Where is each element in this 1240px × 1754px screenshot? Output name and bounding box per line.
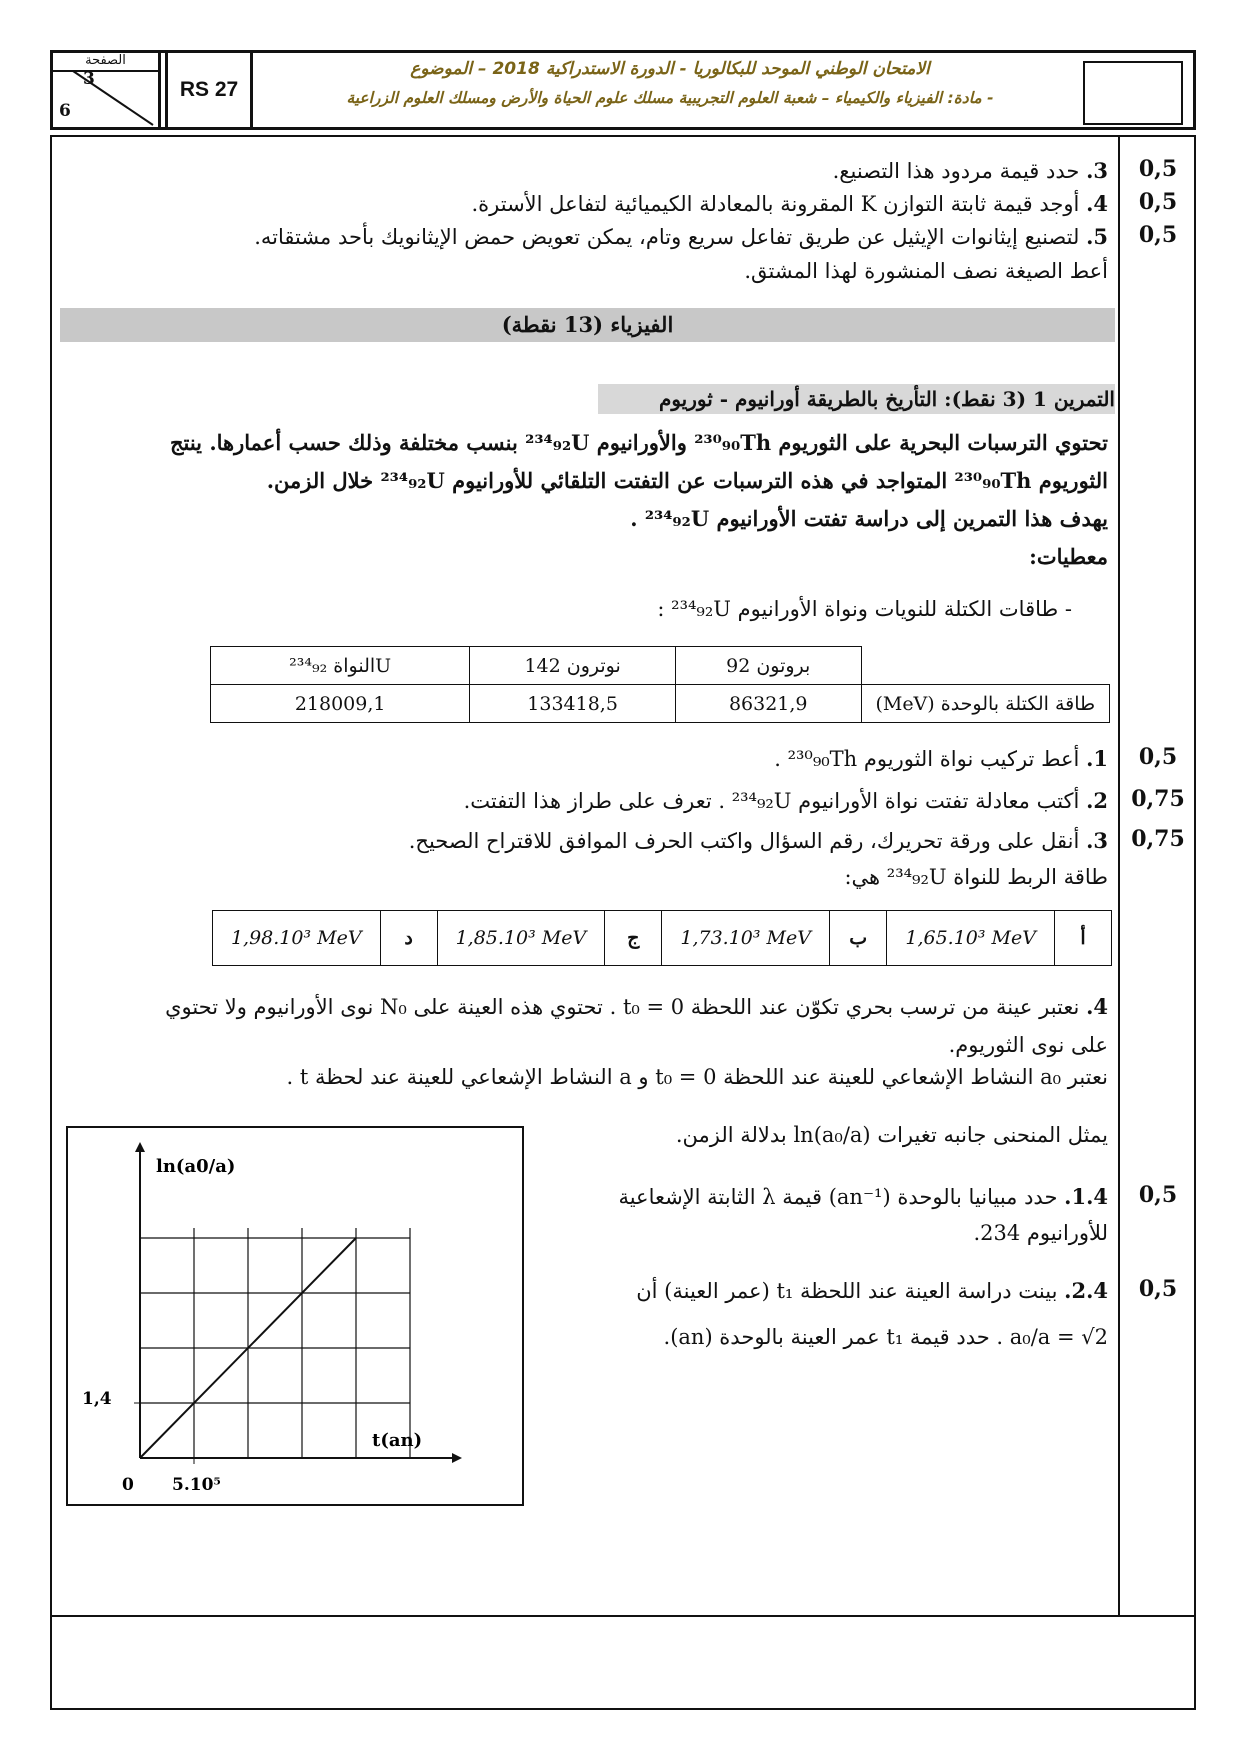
choice-b-value: 1,73.10³ MeV (662, 911, 830, 966)
question-4-line-4: يمثل المنحنى جانبه تغيرات ln(a₀/a) بدلالة الزمن. (675, 1123, 1108, 1147)
question-3: 3. أنقل على ورقة تحريرك، رقم السؤال واكتب الحرف الموافق للاقتراح الصحيح. (408, 828, 1108, 853)
table-row-label: طاقة الكتلة بالوحدة (MeV) (861, 685, 1109, 723)
question-4-line-2: على نوى الثوريوم. (948, 1033, 1108, 1057)
table-cell-nucleus: 218009,1 (211, 685, 470, 723)
y-tick-label: 1,4 (82, 1389, 112, 1409)
choice-d-letter: د (380, 911, 437, 966)
table-cell-neutrons: 133418,5 (470, 685, 676, 723)
exam-title (253, 53, 1087, 127)
score-q4-2: 0,5 (1138, 1276, 1178, 1302)
title-line-1: الامتحان الوطني الموحد للبكالوريا - الدورة الاستدراكية 2018 – الموضوع (410, 59, 930, 79)
intro-line-3: يهدف هذا التمرين إلى دراسة تفتت الأورانيوم ²³⁴₉₂U . (630, 506, 1108, 531)
y-axis-arrow (135, 1142, 145, 1152)
x-axis-arrow (452, 1453, 462, 1463)
chem-question-5: 5. لتصنيع إيثانوات الإيثيل عن طريق تفاعل سريع وتام، يمكن تعويض حمض الإيثانويك بأحد مشتقاته. (254, 224, 1108, 249)
score-q1: 0,5 (1138, 744, 1178, 770)
exam-header (50, 50, 1196, 130)
page-current: 3 (83, 69, 95, 89)
score-q2: 0,75 (1131, 786, 1185, 812)
mass-energy-table (210, 646, 1110, 723)
question-4-line-1: 4. نعتبر عينة من ترسب بحري تكوّن عند اللحظة 0 = t₀ . تحتوي هذه العينة على N₀ نوى الأورانيوم ولا تحتوي (165, 994, 1108, 1019)
score-q3: 0,75 (1131, 826, 1185, 852)
page-label: الصفحة (85, 53, 126, 68)
choices-table (212, 910, 1112, 966)
decay-graph-svg (68, 1128, 522, 1504)
exercise-1-title: التمرين 1 (3 نقط): التأريخ بالطريقة أورانيوم - ثوريوم (598, 384, 1115, 414)
table-header-nucleus: النواة ²³⁴₉₂U (211, 647, 470, 685)
score-chem-4: 0,5 (1138, 189, 1178, 215)
page-total: 6 (59, 101, 71, 121)
givens-item: - طاقات الكتلة للنويات ونواة الأورانيوم ²³⁴₉₂U : (657, 597, 1072, 621)
candidate-box (1083, 61, 1183, 125)
question-4-1-line-2: للأورانيوم 234. (973, 1221, 1108, 1245)
table-header-protons: 92 بروتون (675, 647, 861, 685)
bottom-divider (50, 1615, 1196, 1617)
chem-question-3: 3. حدد قيمة مردود هذا التصنيع. (832, 158, 1108, 183)
choice-c-letter: ج (605, 911, 662, 966)
question-4-1-line-1: 1.4. حدد مبيانيا بالوحدة (an⁻¹) قيمة λ الثابتة الإشعاعية (618, 1184, 1108, 1209)
choice-a-value: 1,65.10³ MeV (887, 911, 1055, 966)
table-cell-protons: 86321,9 (675, 685, 861, 723)
decay-graph (66, 1126, 524, 1506)
page-number-box (53, 53, 161, 127)
x-tick-label: 5.10⁵ (172, 1475, 221, 1495)
question-4-line-3: نعتبر a₀ النشاط الإشعاعي للعينة عند اللحظة 0 = t₀ و a النشاط الإشعاعي للعينة عند لحظة t . (286, 1065, 1108, 1089)
chem-question-5-cont: أعط الصيغة نصف المنشورة لهذا المشتق. (744, 259, 1108, 283)
choice-c-value: 1,85.10³ MeV (437, 911, 605, 966)
table-header-neutrons: 142 نوترون (470, 647, 676, 685)
intro-line-2: الثوريوم ²³⁰₉₀Th المتواجد في هذه الترسبات عن التفتت التلقائي للأورانيوم ²³⁴₉₂U خلال الزمن. (266, 468, 1108, 493)
question-1: 1. أعط تركيب نواة الثوريوم ²³⁰₉₀Th . (774, 746, 1108, 771)
score-q4-1: 0,5 (1138, 1182, 1178, 1208)
choice-b-letter: ب (829, 911, 886, 966)
choice-a-letter: أ (1054, 911, 1111, 966)
table-header-empty (861, 647, 1109, 685)
question-3-sub: طاقة الربط للنواة ²³⁴₉₂U هي: (844, 865, 1108, 889)
question-4-2-line-2: a₀/a = √2 . حدد قيمة t₁ عمر العينة بالوحدة (an). (663, 1325, 1108, 1349)
chem-question-4: 4. أوجد قيمة ثابتة التوازن K المقرونة بالمعادلة الكيميائية لتفاعل الأسترة. (471, 191, 1108, 216)
score-chem-3: 0,5 (1138, 156, 1178, 182)
origin-label: 0 (122, 1475, 134, 1495)
physics-section-title: الفيزياء (13 نقطة) (60, 308, 1115, 342)
x-axis-label: t(an) (372, 1430, 423, 1451)
exam-code: RS 27 (165, 53, 253, 127)
question-4-2-line-1: 2.4. بينت دراسة العينة عند اللحظة t₁ (عمر العينة) أن (636, 1278, 1108, 1303)
title-line-2: - مادة: الفيزياء والكيمياء – شعبة العلوم التجريبية مسلك علوم الحياة والأرض ومسلك العلوم الزراعية (346, 89, 994, 107)
y-axis-label: ln(a0/a) (156, 1156, 236, 1177)
question-2: 2. أكتب معادلة تفتت نواة الأورانيوم ²³⁴₉₂U . تعرف على طراز هذا التفتت. (463, 788, 1108, 813)
choice-d-value: 1,98.10³ MeV (213, 911, 381, 966)
score-chem-5: 0,5 (1138, 222, 1178, 248)
givens-label: معطيات: (1029, 544, 1108, 569)
intro-line-1: تحتوي الترسبات البحرية على الثوريوم ²³⁰₉₀Th والأورانيوم ²³⁴₉₂U بنسب مختلفة وذلك حسب أعمارها. ينتج (169, 430, 1108, 455)
score-column-divider (1118, 135, 1120, 1615)
